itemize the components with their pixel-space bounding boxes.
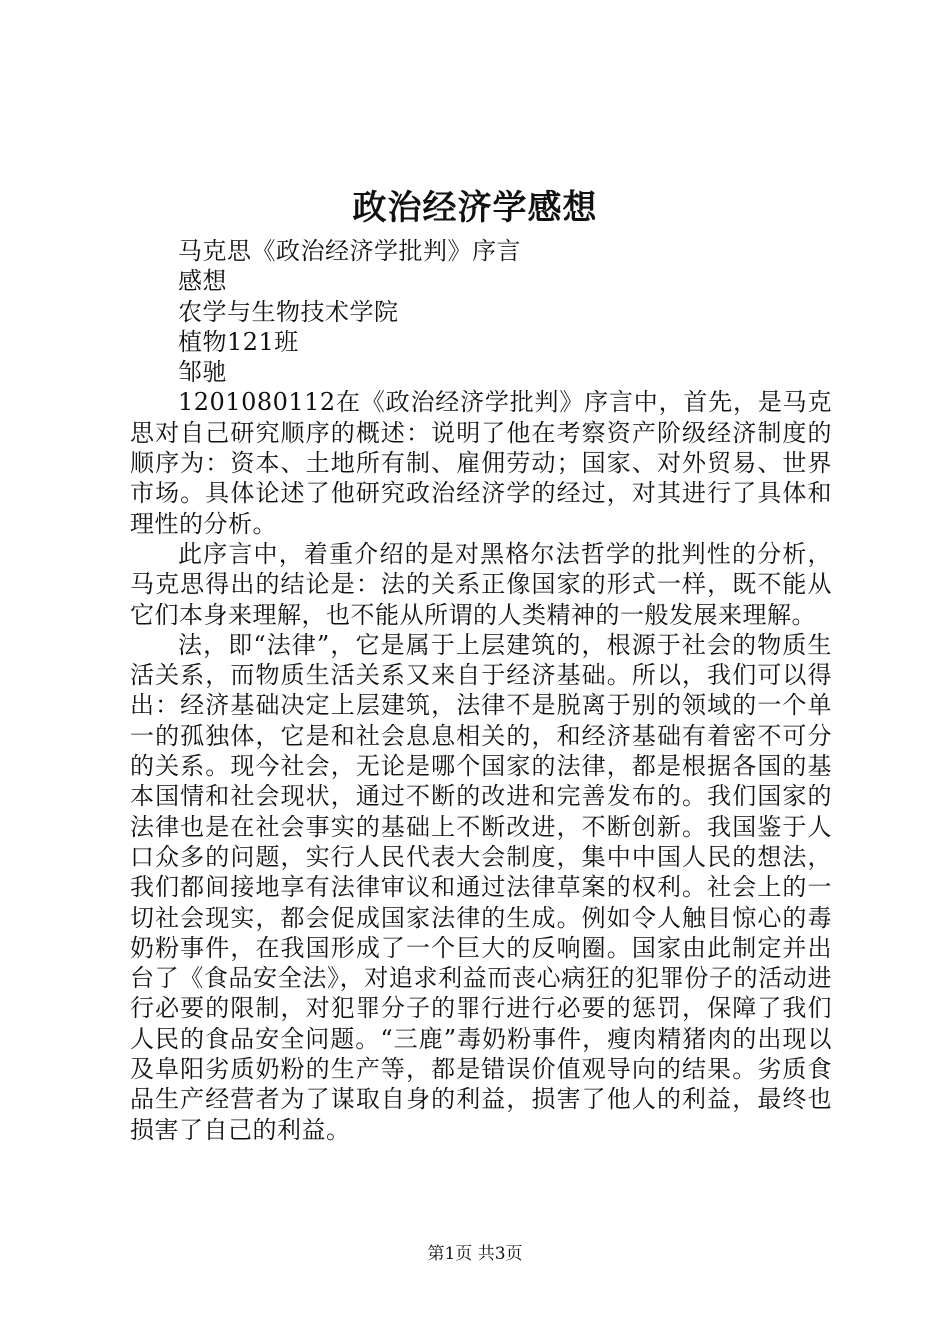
document-title: 政治经济学感想 bbox=[352, 188, 598, 228]
meta-line-essay-type: 感想 bbox=[178, 267, 227, 296]
paragraph-law-discussion: 法，即“法律”，它是属于上层建筑的，根源于社会的物质生活关系，而物质生活关系又来自于经济基础。所以，我们可以得出：经济基础决定上层建筑，法律不是脱离于别的领域的一个单一的孤独体，它是和社会息息相关的，和经济基础有着密不可分的关系。现今社会，无论是哪个国家的法律，都是根据各国的基本国情和社会现状，通过不断的改进和完善发布的。我们国家的法律也是在社会事实的基础上不断改进，不断创新。我国鉴于人口众多的问题，实行人民代表大会制度，集中中国人民的想法，我们都间接地享有法律审议和通过法律草案的权利。社会上的一切社会现实，都会促成国家法律的生成。例如令人触目惊心的毒奶粉事件，在我国形成了一个巨大的反响圈。国家由此制定并出台了《食品安全法》，对追求利益而丧心病狂的犯罪份子的活动进行必要的限制，对犯罪分子的罪行进行必要的惩罚，保障了我们人民的食品安全问题。“三鹿”毒奶粉事件，瘦肉精猪肉的出现以及阜阳劣质奶粉的生产等，都是错误价值观导向的结果。劣质食品生产经营者为了谋取自身的利益，损害了他人的利益，最终也损害了自己的利益。 bbox=[130, 630, 832, 1144]
page-footer: 第1页 共3页 bbox=[427, 1244, 523, 1264]
meta-line-essay-topic: 马克思《政治经济学批判》序言 bbox=[178, 237, 521, 265]
paragraph-hegel-critique: 此序言中，着重介绍的是对黑格尔法哲学的批判性的分析，马克思得出的结论是：法的关系正像国家的形式一样，既不能从它们本身来理解，也不能从所谓的人类精神的一般发展来理解。 bbox=[130, 539, 832, 629]
document-body bbox=[130, 236, 832, 1145]
meta-line-college: 农学与生物技术学院 bbox=[178, 297, 399, 326]
paragraph-intro: 1201080112在《政治经济学批判》序言中，首先，是马克思对自己研究顺序的概述：说明了他在考察资产阶级经济制度的顺序为：资本、土地所有制、雇佣劳动；国家、对外贸易、世界市场。具体论述了他研究政治经济学的经过，对其进行了具体和理性的分析。 bbox=[130, 388, 832, 538]
meta-line-class: 植物121班 bbox=[178, 327, 299, 356]
meta-line-author: 邹驰 bbox=[178, 358, 227, 387]
